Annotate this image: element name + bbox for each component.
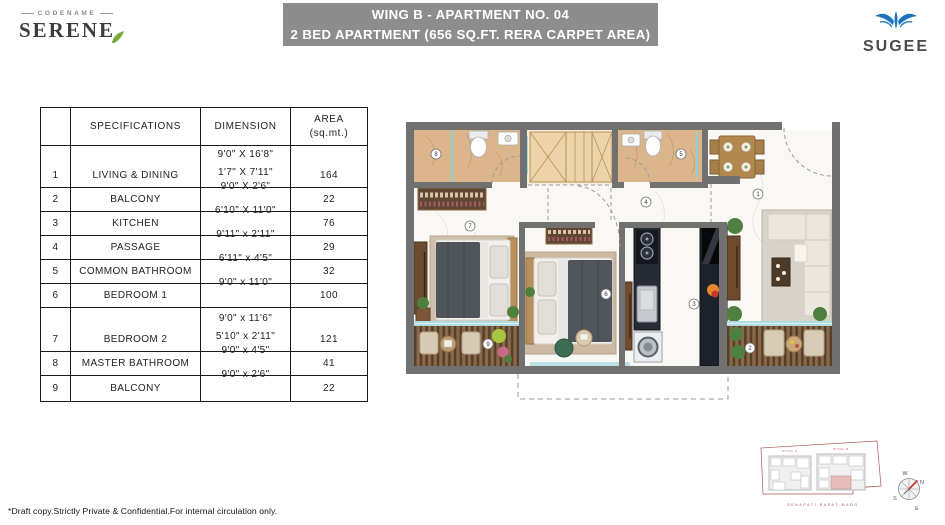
bed-icon [436,238,517,322]
table-row: 4 PASSAGE 9'11" x 2'11" 29 [41,236,368,260]
plant-icon [729,327,743,341]
chair-icon [764,330,784,356]
wing-b-label: WING B [833,447,849,451]
plant-icon [525,287,535,297]
specification-table [40,107,368,402]
room-label: 2 [748,346,752,353]
rule-right [100,13,113,14]
rule-left [21,13,34,14]
key-plan [753,436,893,516]
compass-n: N [920,480,924,486]
col-specifications: SPECIFICATIONS [71,108,201,146]
room-label: 3 [692,302,696,309]
flower-plant-icon [492,329,506,343]
open-area-outline [518,374,728,399]
table-row: 1 LIVING & DINING 9'0" X 16'8" 1'7" X 7'11" 164 [41,146,368,188]
table-row: 2 BALCONY 9'0" X 2'6" 22 [41,188,368,212]
banner-line2: 2 BED APARTMENT (656 SQ.FT. RERA CARPET AREA) [290,26,651,42]
room-label: 8 [434,152,438,159]
room-label: 4 [644,200,648,207]
cabinet [727,236,740,300]
sugee-wordmark: SUGEE [862,38,929,55]
wardrobe-shelf [546,226,592,244]
master-bathroom [414,130,520,182]
col-dimension: DIMENSION [201,108,291,146]
plant-icon [731,345,745,359]
compass-icon [886,462,934,514]
sugee-logo [860,8,932,56]
coffee-table [772,258,790,286]
plant-icon [813,307,827,321]
table-header-row [41,108,368,146]
serene-wordmark: SERENE [19,18,115,43]
round-table [786,336,802,352]
table-row: 6 BEDROOM 1 9'0" x 11'0" 100 [41,284,368,308]
bed-icon [526,258,612,344]
table-row: 5 COMMON BATHROOM 6'11" x 4'5" 32 [41,260,368,284]
table-row: 9 BALCONY 9'0" x 2'6" 22 [41,376,368,402]
compass-w: W [902,471,908,477]
chair-icon [420,332,438,354]
banner-line1: WING B - APARTMENT NO. 04 [371,7,570,23]
plant-icon [727,218,743,234]
title-banner [283,3,658,46]
col-no [41,108,71,146]
balcony-left [414,326,519,366]
balcony-right [727,326,832,366]
foyer-wardrobes [526,130,616,185]
plant-icon [417,297,429,309]
leaf-icon [111,30,126,45]
codename-label-row [12,10,122,17]
sugee-wings-icon [873,8,919,32]
plant-icon [507,306,519,318]
room-label: 9 [486,342,490,349]
chair-icon [804,330,824,356]
room-label: 1 [756,192,760,199]
disclaimer-text: *Draft copy.Strictly Private & Confidential.For internal circulation only. [8,506,278,516]
col-area: AREA (sq.mt.) [291,108,368,146]
compass-s: S [893,496,897,502]
codename-label: CODENAME [37,10,97,17]
room-label: 7 [468,224,472,231]
room-label: 6 [604,292,608,299]
road-label: SENAPATI BAPAT MARG [787,503,859,507]
wing-a-label: WING A [782,449,798,453]
room-label: 5 [679,152,683,159]
highlighted-unit [831,476,851,489]
floor-plan [406,122,840,408]
chair-icon [462,332,480,354]
wardrobe-shelf [418,188,486,210]
plant-icon [726,306,742,322]
table-row: 3 KITCHEN 6'10" X 11'0" 76 [41,212,368,236]
table-row: 7 BEDROOM 2 9'0" x 11'6" 5'10" x 2'11" 121 [41,308,368,352]
armchair-icon [555,339,573,357]
serene-logo [12,10,122,43]
common-bathroom [618,130,702,182]
table-row: 8 MASTER BATHROOM 9'0" x 4'5" 41 [41,352,368,376]
compass-e: E [915,506,919,512]
